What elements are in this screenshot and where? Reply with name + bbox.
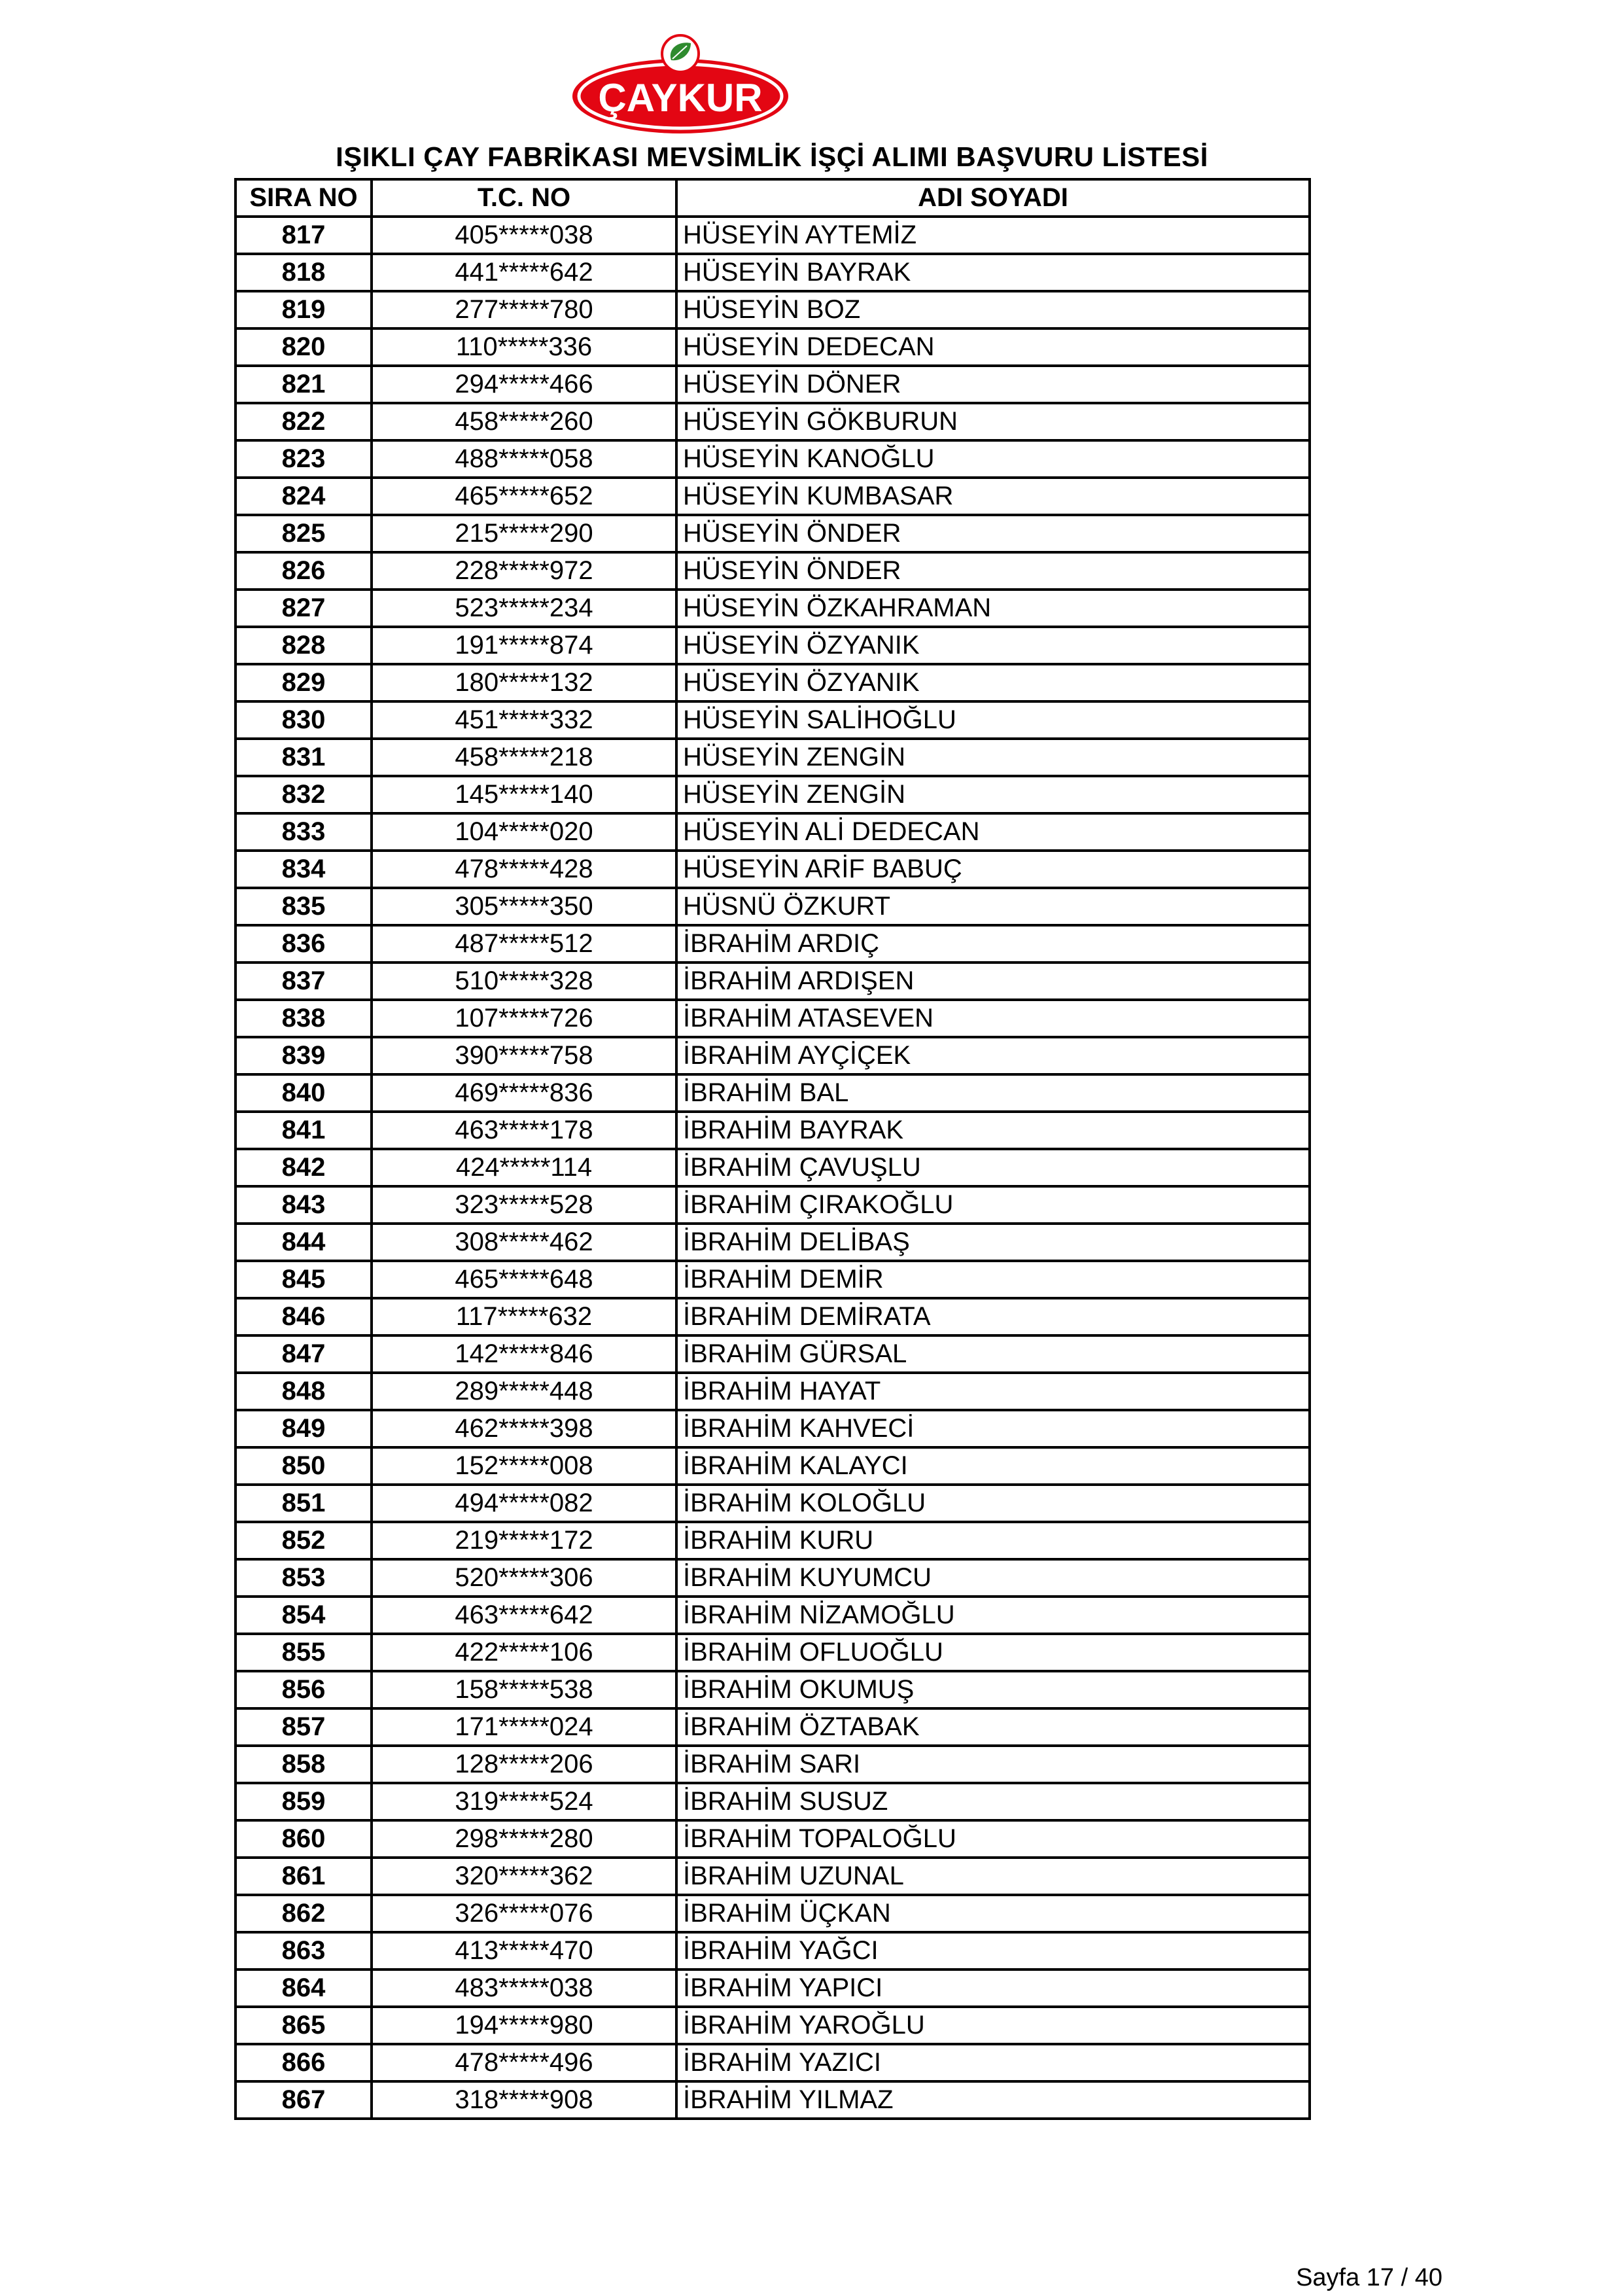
cell-sira-no: 833 — [236, 813, 372, 851]
cell-sira-no: 852 — [236, 1522, 372, 1559]
cell-adi-soyadi: İBRAHİM DEMİR — [676, 1261, 1310, 1298]
table-row — [236, 1969, 1310, 2007]
table-row — [236, 1559, 1310, 1597]
cell-sira-no: 824 — [236, 478, 372, 515]
cell-sira-no: 821 — [236, 366, 372, 403]
cell-sira-no: 820 — [236, 328, 372, 366]
cell-sira-no: 850 — [236, 1447, 372, 1485]
cell-adi-soyadi: İBRAHİM HAYAT — [676, 1373, 1310, 1410]
header-tc-no: T.C. NO — [372, 179, 676, 217]
cell-tc-no: 462*****398 — [372, 1410, 676, 1447]
cell-sira-no: 863 — [236, 1932, 372, 1969]
cell-adi-soyadi: HÜSEYİN ZENGİN — [676, 776, 1310, 813]
cell-sira-no: 861 — [236, 1858, 372, 1895]
header-adi-soyadi: ADI SOYADI — [676, 179, 1310, 217]
cell-tc-no: 228*****972 — [372, 552, 676, 590]
table-row — [236, 1932, 1310, 1969]
cell-tc-no: 215*****290 — [372, 515, 676, 552]
cell-sira-no: 817 — [236, 217, 372, 254]
table-row — [236, 1112, 1310, 1149]
table-row — [236, 1447, 1310, 1485]
cell-adi-soyadi: HÜSEYİN ARİF BABUÇ — [676, 851, 1310, 888]
table-row — [236, 851, 1310, 888]
cell-adi-soyadi: İBRAHİM TOPALOĞLU — [676, 1820, 1310, 1858]
cell-sira-no: 836 — [236, 925, 372, 963]
cell-tc-no: 441*****642 — [372, 254, 676, 291]
cell-sira-no: 849 — [236, 1410, 372, 1447]
cell-adi-soyadi: HÜSEYİN SALİHOĞLU — [676, 701, 1310, 739]
cell-sira-no: 853 — [236, 1559, 372, 1597]
table-row — [236, 552, 1310, 590]
cell-adi-soyadi: İBRAHİM SUSUZ — [676, 1783, 1310, 1820]
table-row — [236, 2007, 1310, 2044]
table-row — [236, 963, 1310, 1000]
table-row — [236, 1074, 1310, 1112]
logo-wordmark: ÇAYKUR — [598, 76, 763, 120]
cell-sira-no: 856 — [236, 1671, 372, 1708]
cell-sira-no: 823 — [236, 440, 372, 478]
cell-adi-soyadi: İBRAHİM ÖZTABAK — [676, 1708, 1310, 1746]
cell-sira-no: 840 — [236, 1074, 372, 1112]
cell-sira-no: 864 — [236, 1969, 372, 2007]
table-row — [236, 1708, 1310, 1746]
cell-tc-no: 171*****024 — [372, 1708, 676, 1746]
cell-tc-no: 463*****178 — [372, 1112, 676, 1149]
cell-adi-soyadi: HÜSEYİN GÖKBURUN — [676, 403, 1310, 440]
cell-sira-no: 819 — [236, 291, 372, 328]
cell-tc-no: 520*****306 — [372, 1559, 676, 1597]
table-row — [236, 1485, 1310, 1522]
cell-adi-soyadi: İBRAHİM YAROĞLU — [676, 2007, 1310, 2044]
cell-tc-no: 523*****234 — [372, 590, 676, 627]
cell-tc-no: 323*****528 — [372, 1186, 676, 1224]
cell-adi-soyadi: İBRAHİM ÇAVUŞLU — [676, 1149, 1310, 1186]
cell-adi-soyadi: İBRAHİM UZUNAL — [676, 1858, 1310, 1895]
cell-adi-soyadi: HÜSNÜ ÖZKURT — [676, 888, 1310, 925]
cell-sira-no: 844 — [236, 1224, 372, 1261]
cell-tc-no: 465*****648 — [372, 1261, 676, 1298]
table-row — [236, 590, 1310, 627]
cell-sira-no: 818 — [236, 254, 372, 291]
cell-tc-no: 298*****280 — [372, 1820, 676, 1858]
table-row — [236, 1410, 1310, 1447]
cell-sira-no: 865 — [236, 2007, 372, 2044]
table-row — [236, 2044, 1310, 2081]
cell-sira-no: 858 — [236, 1746, 372, 1783]
cell-adi-soyadi: İBRAHİM ÜÇKAN — [676, 1895, 1310, 1932]
cell-adi-soyadi: HÜSEYİN ÖNDER — [676, 552, 1310, 590]
cell-adi-soyadi: İBRAHİM ATASEVEN — [676, 1000, 1310, 1037]
cell-tc-no: 104*****020 — [372, 813, 676, 851]
cell-tc-no: 117*****632 — [372, 1298, 676, 1335]
cell-adi-soyadi: İBRAHİM AYÇİÇEK — [676, 1037, 1310, 1074]
cell-tc-no: 128*****206 — [372, 1746, 676, 1783]
table-row — [236, 1149, 1310, 1186]
cell-adi-soyadi: HÜSEYİN DEDECAN — [676, 328, 1310, 366]
applicant-table — [234, 178, 1311, 2120]
table-row — [236, 1597, 1310, 1634]
cell-tc-no: 277*****780 — [372, 291, 676, 328]
cell-tc-no: 191*****874 — [372, 627, 676, 664]
cell-sira-no: 839 — [236, 1037, 372, 1074]
table-row — [236, 217, 1310, 254]
cell-adi-soyadi: İBRAHİM NİZAMOĞLU — [676, 1597, 1310, 1634]
cell-tc-no: 465*****652 — [372, 478, 676, 515]
cell-adi-soyadi: İBRAHİM KALAYCI — [676, 1447, 1310, 1485]
cell-tc-no: 308*****462 — [372, 1224, 676, 1261]
table-row — [236, 1335, 1310, 1373]
cell-tc-no: 107*****726 — [372, 1000, 676, 1037]
table-row — [236, 515, 1310, 552]
cell-adi-soyadi: HÜSEYİN ÖZYANIK — [676, 664, 1310, 701]
cell-adi-soyadi: İBRAHİM DELİBAŞ — [676, 1224, 1310, 1261]
table-row — [236, 1224, 1310, 1261]
cell-tc-no: 294*****466 — [372, 366, 676, 403]
cell-tc-no: 145*****140 — [372, 776, 676, 813]
table-row — [236, 1037, 1310, 1074]
table-row — [236, 328, 1310, 366]
table-row — [236, 627, 1310, 664]
table-row — [236, 1858, 1310, 1895]
cell-tc-no: 158*****538 — [372, 1671, 676, 1708]
cell-sira-no: 857 — [236, 1708, 372, 1746]
table-row — [236, 1261, 1310, 1298]
cell-adi-soyadi: İBRAHİM ARDIŞEN — [676, 963, 1310, 1000]
header-sira-no: SIRA NO — [236, 179, 372, 217]
cell-tc-no: 194*****980 — [372, 2007, 676, 2044]
cell-tc-no: 219*****172 — [372, 1522, 676, 1559]
table-row — [236, 664, 1310, 701]
table-row — [236, 1373, 1310, 1410]
table-row — [236, 1746, 1310, 1783]
cell-adi-soyadi: İBRAHİM KAHVECİ — [676, 1410, 1310, 1447]
cell-sira-no: 841 — [236, 1112, 372, 1149]
cell-tc-no: 110*****336 — [372, 328, 676, 366]
cell-sira-no: 859 — [236, 1783, 372, 1820]
cell-tc-no: 458*****218 — [372, 739, 676, 776]
cell-adi-soyadi: İBRAHİM KUYUMCU — [676, 1559, 1310, 1597]
cell-sira-no: 827 — [236, 590, 372, 627]
cell-tc-no: 510*****328 — [372, 963, 676, 1000]
cell-tc-no: 413*****470 — [372, 1932, 676, 1969]
table-row — [236, 403, 1310, 440]
cell-tc-no: 478*****496 — [372, 2044, 676, 2081]
cell-adi-soyadi: HÜSEYİN AYTEMİZ — [676, 217, 1310, 254]
cell-sira-no: 835 — [236, 888, 372, 925]
cell-adi-soyadi: HÜSEYİN ÖZYANIK — [676, 627, 1310, 664]
cell-sira-no: 825 — [236, 515, 372, 552]
cell-tc-no: 180*****132 — [372, 664, 676, 701]
table-row — [236, 2081, 1310, 2119]
cell-tc-no: 458*****260 — [372, 403, 676, 440]
cell-tc-no: 451*****332 — [372, 701, 676, 739]
cell-sira-no: 830 — [236, 701, 372, 739]
table-row — [236, 366, 1310, 403]
cell-adi-soyadi: İBRAHİM SARI — [676, 1746, 1310, 1783]
table-header-row — [236, 179, 1310, 217]
cell-sira-no: 843 — [236, 1186, 372, 1224]
cell-tc-no: 289*****448 — [372, 1373, 676, 1410]
page-number: Sayfa 17 / 40 — [1296, 2264, 1442, 2291]
cell-tc-no: 318*****908 — [372, 2081, 676, 2119]
cell-tc-no: 152*****008 — [372, 1447, 676, 1485]
cell-sira-no: 837 — [236, 963, 372, 1000]
cell-sira-no: 860 — [236, 1820, 372, 1858]
table-row — [236, 1522, 1310, 1559]
cell-adi-soyadi: İBRAHİM YAPICI — [676, 1969, 1310, 2007]
table-row — [236, 254, 1310, 291]
cell-tc-no: 487*****512 — [372, 925, 676, 963]
cell-sira-no: 848 — [236, 1373, 372, 1410]
cell-adi-soyadi: İBRAHİM ÇIRAKOĞLU — [676, 1186, 1310, 1224]
cell-tc-no: 305*****350 — [372, 888, 676, 925]
table-row — [236, 776, 1310, 813]
cell-sira-no: 829 — [236, 664, 372, 701]
table-row — [236, 1895, 1310, 1932]
cell-tc-no: 488*****058 — [372, 440, 676, 478]
cell-adi-soyadi: İBRAHİM ARDIÇ — [676, 925, 1310, 963]
cell-adi-soyadi: İBRAHİM BAL — [676, 1074, 1310, 1112]
cell-sira-no: 826 — [236, 552, 372, 590]
cell-adi-soyadi: HÜSEYİN DÖNER — [676, 366, 1310, 403]
cell-sira-no: 846 — [236, 1298, 372, 1335]
cell-tc-no: 319*****524 — [372, 1783, 676, 1820]
table-row — [236, 925, 1310, 963]
cell-adi-soyadi: HÜSEYİN KANOĞLU — [676, 440, 1310, 478]
cell-tc-no: 142*****846 — [372, 1335, 676, 1373]
cell-adi-soyadi: İBRAHİM OKUMUŞ — [676, 1671, 1310, 1708]
cell-tc-no: 326*****076 — [372, 1895, 676, 1932]
table-row — [236, 1000, 1310, 1037]
cell-adi-soyadi: İBRAHİM YAZICI — [676, 2044, 1310, 2081]
cell-sira-no: 822 — [236, 403, 372, 440]
cell-tc-no: 390*****758 — [372, 1037, 676, 1074]
cell-adi-soyadi: İBRAHİM YAĞCI — [676, 1932, 1310, 1969]
table-row — [236, 1186, 1310, 1224]
cell-sira-no: 866 — [236, 2044, 372, 2081]
cell-tc-no: 494*****082 — [372, 1485, 676, 1522]
cell-sira-no: 854 — [236, 1597, 372, 1634]
cell-sira-no: 838 — [236, 1000, 372, 1037]
cell-sira-no: 867 — [236, 2081, 372, 2119]
cell-sira-no: 855 — [236, 1634, 372, 1671]
cell-tc-no: 422*****106 — [372, 1634, 676, 1671]
cell-sira-no: 851 — [236, 1485, 372, 1522]
cell-adi-soyadi: İBRAHİM YILMAZ — [676, 2081, 1310, 2119]
cell-adi-soyadi: İBRAHİM OFLUOĞLU — [676, 1634, 1310, 1671]
table-row — [236, 701, 1310, 739]
cell-tc-no: 320*****362 — [372, 1858, 676, 1895]
table-row — [236, 813, 1310, 851]
cell-sira-no: 862 — [236, 1895, 372, 1932]
cell-sira-no: 847 — [236, 1335, 372, 1373]
cell-adi-soyadi: HÜSEYİN ALİ DEDECAN — [676, 813, 1310, 851]
cell-adi-soyadi: HÜSEYİN BAYRAK — [676, 254, 1310, 291]
cell-adi-soyadi: HÜSEYİN ÖZKAHRAMAN — [676, 590, 1310, 627]
cell-adi-soyadi: İBRAHİM GÜRSAL — [676, 1335, 1310, 1373]
table-row — [236, 440, 1310, 478]
cell-sira-no: 828 — [236, 627, 372, 664]
page-title: IŞIKLI ÇAY FABRİKASI MEVSİMLİK İŞÇİ ALIMI BAŞVURU LİSTESİ — [336, 141, 1208, 172]
cell-adi-soyadi: İBRAHİM KOLOĞLU — [676, 1485, 1310, 1522]
cell-sira-no: 832 — [236, 776, 372, 813]
cell-tc-no: 478*****428 — [372, 851, 676, 888]
table-row — [236, 1671, 1310, 1708]
cell-tc-no: 424*****114 — [372, 1149, 676, 1186]
table-row — [236, 888, 1310, 925]
cell-adi-soyadi: HÜSEYİN BOZ — [676, 291, 1310, 328]
cell-adi-soyadi: İBRAHİM KURU — [676, 1522, 1310, 1559]
table-row — [236, 739, 1310, 776]
table-row — [236, 1820, 1310, 1858]
table-row — [236, 478, 1310, 515]
table-row — [236, 291, 1310, 328]
cell-sira-no: 845 — [236, 1261, 372, 1298]
cell-tc-no: 405*****038 — [372, 217, 676, 254]
cell-tc-no: 463*****642 — [372, 1597, 676, 1634]
cell-tc-no: 483*****038 — [372, 1969, 676, 2007]
cell-adi-soyadi: HÜSEYİN ZENGİN — [676, 739, 1310, 776]
table-row — [236, 1634, 1310, 1671]
cell-adi-soyadi: İBRAHİM DEMİRATA — [676, 1298, 1310, 1335]
table-row — [236, 1783, 1310, 1820]
cell-sira-no: 842 — [236, 1149, 372, 1186]
caykur-logo — [569, 34, 792, 135]
cell-tc-no: 469*****836 — [372, 1074, 676, 1112]
cell-sira-no: 834 — [236, 851, 372, 888]
cell-adi-soyadi: HÜSEYİN ÖNDER — [676, 515, 1310, 552]
cell-adi-soyadi: HÜSEYİN KUMBASAR — [676, 478, 1310, 515]
cell-sira-no: 831 — [236, 739, 372, 776]
cell-adi-soyadi: İBRAHİM BAYRAK — [676, 1112, 1310, 1149]
table-row — [236, 1298, 1310, 1335]
